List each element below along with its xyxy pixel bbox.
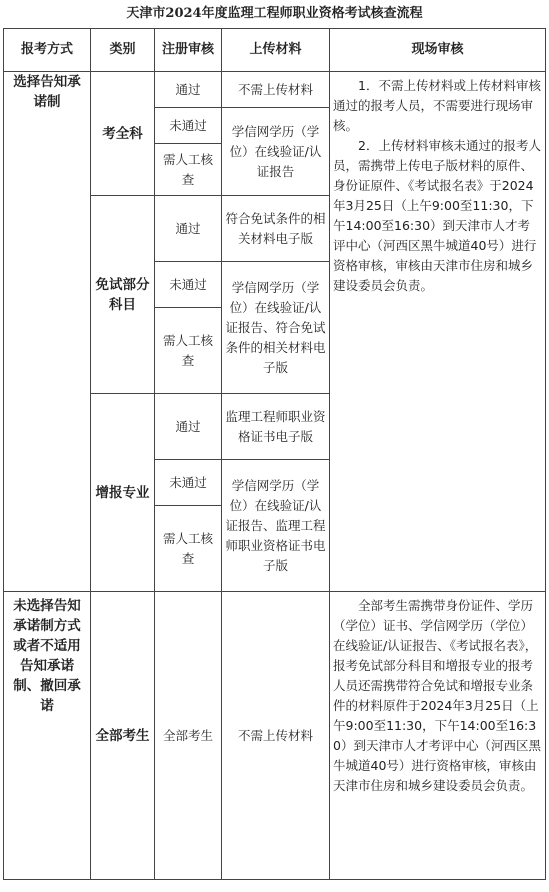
site-review-cell (330, 592, 546, 880)
material-cell: 符合免试条件的相关材料电子版 (222, 196, 330, 262)
site-review-cell (330, 72, 546, 592)
category-all: 全部考生 (91, 592, 155, 880)
category-add-major: 增报专业 (91, 394, 155, 592)
material-cell: 学信网学历（学位）在线验证/认证报告、监理工程师职业资格证书电子版 (222, 460, 330, 592)
review-pass: 通过 (155, 394, 222, 460)
site-review-paragraph: 全部考生需携带身份证件、学历（学位）证书、学信网学历（学位）在线验证/认证报告、《考试报名表》，报考免试部分科目和增报专业的报考人员还需携带符合免试和增报专业条件的材料原件于2024年3月25日（上午9:00至11:30，下午14:00至16:30）到天津市人才考评中心（河西区黑牛城道40号）进行资格审核，审核由天津市住房和城乡建设委员会负责。 (333, 598, 541, 793)
category-full: 考全科 (91, 72, 155, 196)
site-review-paragraph-1: 1．不需上传材料或上传材料审核通过的报考人员，不需要进行现场审核。 (333, 78, 541, 133)
review-pass: 通过 (155, 196, 222, 262)
material-cell: 学信网学历（学位）在线验证/认证报告 (222, 108, 330, 196)
header-upload-materials: 上传材料 (222, 29, 330, 72)
review-fail: 未通过 (155, 262, 222, 308)
review-manual: 需人工核查 (155, 308, 222, 394)
material-cell: 监理工程师职业资格证书电子版 (222, 394, 330, 460)
mode-commitment: 选择告知承诺制 (4, 72, 91, 592)
mode-no-commitment: 未选择告知承诺制方式或者不适用告知承诺制、撤回承诺 (4, 592, 91, 880)
header-mode: 报考方式 (4, 29, 91, 72)
header-category: 类别 (91, 29, 155, 72)
page-title: 天津市2024年度监理工程师职业资格考试核查流程 (126, 6, 423, 21)
review-all: 全部考生 (155, 592, 222, 880)
site-review-paragraph-2: 2．上传材料审核未通过的报考人员，需携带上传电子版材料的原件、身份证原件、《考试报名表》于2024年3月25日（上午9:00至11:30，下午14:00至16:30）到天津市人才考评中心（河西区黑牛城道40号）进行资格审核，审核由天津市住房和城乡建设委员会负责。 (333, 138, 541, 293)
header-registration-review: 注册审核 (155, 29, 222, 72)
category-exempt: 免试部分科目 (91, 196, 155, 394)
header-row (4, 29, 546, 72)
header-site-review: 现场审核 (330, 29, 546, 72)
review-fail: 未通过 (155, 460, 222, 506)
review-process-table (3, 28, 546, 880)
material-cell: 不需上传材料 (222, 72, 330, 108)
review-manual: 需人工核查 (155, 144, 222, 196)
material-cell: 不需上传材料 (222, 592, 330, 880)
review-fail: 未通过 (155, 108, 222, 144)
review-pass: 通过 (155, 72, 222, 108)
material-cell: 学信网学历（学位）在线验证/认证报告、符合免试条件的相关材料电子版 (222, 262, 330, 394)
review-manual: 需人工核查 (155, 506, 222, 592)
